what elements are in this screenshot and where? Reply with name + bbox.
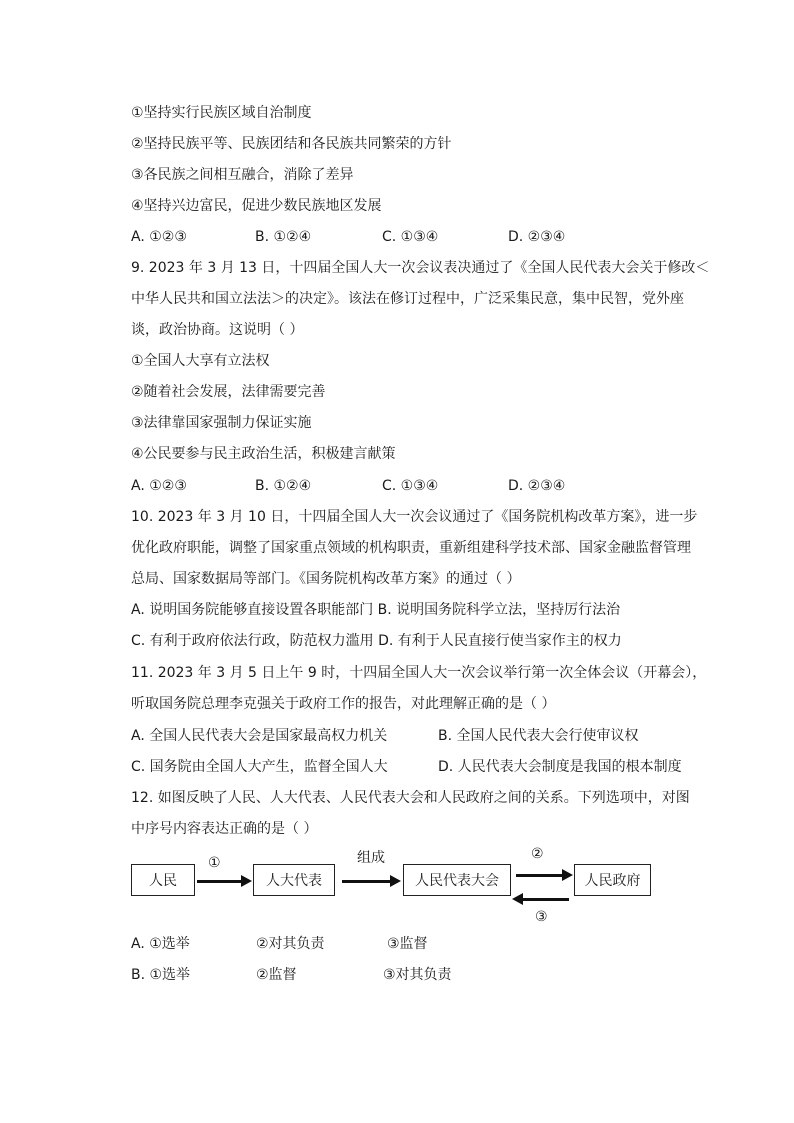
q8-option-a[interactable]: A. ①②③ — [131, 229, 187, 245]
q12-option-a-2: ②对其负责 — [256, 936, 325, 952]
q12-option-b-3: ③对其负责 — [383, 967, 452, 983]
q12-option-b-1[interactable]: B. ①选举 — [131, 967, 191, 983]
q11-option-a[interactable]: A. 全国人民代表大会是国家最高权力机关 — [131, 728, 388, 744]
q9-statement-2: ②随着社会发展，法律需要完善 — [131, 384, 326, 400]
q11-option-b[interactable]: B. 全国人民代表大会行使审议权 — [438, 728, 639, 744]
q12-option-a-3: ③监督 — [387, 936, 428, 952]
q9-option-c[interactable]: C. ①③④ — [382, 478, 439, 494]
q9-stem-line-1: 9. 2023 年 3 月 13 日，十四届全国人大一次会议表决通过了《全国人民代表大会关于修改＜ — [131, 260, 710, 276]
arrow-people-to-deputies — [197, 880, 242, 883]
q11-stem-line-2: 听取国务院总理李克强关于政府工作的报告，对此理解正确的是（ ） — [131, 696, 556, 712]
q12-stem-line-1: 12. 如图反映了人民、人大代表、人民代表大会和人民政府之间的关系。下列选项中，对图 — [131, 790, 690, 806]
arrow-deputies-to-congress — [342, 880, 391, 883]
q9-stem-line-3: 谈，政治协商。这说明（ ） — [131, 322, 304, 338]
q10-option-line-ab[interactable]: A. 说明国务院能够直接设置各职能部门 B. 说明国务院科学立法，坚持厉行法治 — [131, 602, 621, 618]
q9-option-a[interactable]: A. ①②③ — [131, 478, 187, 494]
arrow-head-icon — [562, 869, 573, 881]
q9-statement-3: ③法律靠国家强制力保证实施 — [131, 415, 312, 431]
diagram-box-deputies: 人大代表 — [253, 864, 335, 896]
q10-stem-line-3: 总局、国家数据局等部门。《国务院机构改革方案》的通过（ ） — [131, 571, 521, 587]
q8-option-b[interactable]: B. ①②④ — [255, 229, 312, 245]
q11-option-d[interactable]: D. 人民代表大会制度是我国的根本制度 — [438, 759, 682, 775]
arrow-head-icon — [390, 875, 401, 887]
q9-statement-1: ①全国人大享有立法权 — [131, 353, 270, 369]
q8-statement-4: ④坚持兴边富民，促进少数民族地区发展 — [131, 198, 382, 214]
diagram-label-1: ① — [208, 855, 221, 871]
q10-option-line-cd[interactable]: C. 有利于政府依法行政，防范权力滥用 D. 有利于人民直接行使当家作主的权力 — [131, 633, 622, 649]
q9-stem-line-2: 中华人民共和国立法法＞的决定》。该法在修订过程中，广泛采集民意，集中民智，党外座 — [131, 291, 684, 307]
q9-statement-4: ④公民要参与民主政治生活，积极建言献策 — [131, 446, 396, 462]
diagram-box-people: 人民 — [131, 864, 195, 896]
arrow-government-to-congress — [522, 898, 569, 901]
diagram-label-2: ② — [531, 846, 544, 862]
arrow-congress-to-government — [516, 874, 563, 877]
q11-option-c[interactable]: C. 国务院由全国人大产生，监督全国人大 — [131, 759, 388, 775]
q8-option-c[interactable]: C. ①③④ — [382, 229, 439, 245]
q9-option-d[interactable]: D. ②③④ — [508, 478, 566, 494]
q12-option-b-2: ②监督 — [256, 967, 297, 983]
diagram-box-congress: 人民代表大会 — [403, 864, 511, 896]
arrow-head-icon — [241, 875, 252, 887]
q9-option-b[interactable]: B. ①②④ — [255, 478, 312, 494]
diagram-box-government: 人民政府 — [574, 864, 651, 896]
q8-statement-2: ②坚持民族平等、民族团结和各民族共同繁荣的方针 — [131, 136, 452, 152]
q8-statement-1: ①坚持实行民族区域自治制度 — [131, 105, 312, 121]
q12-stem-line-2: 中序号内容表达正确的是（ ） — [131, 821, 318, 837]
diagram-label-compose: 组成 — [357, 850, 385, 866]
diagram-label-3: ③ — [535, 909, 548, 925]
q10-stem-line-2: 优化政府职能，调整了国家重点领域的机构职责，重新组建科学技术部、国家金融监督管理 — [131, 540, 691, 556]
q10-stem-line-1: 10. 2023 年 3 月 10 日，十四届全国人大一次会议通过了《国务院机构改革方案》，进一步 — [131, 509, 698, 525]
q11-stem-line-1: 11. 2023 年 3 月 5 日上午 9 时，十四届全国人大一次会议举行第一次全体会议（开幕会）， — [131, 665, 707, 681]
q8-option-d[interactable]: D. ②③④ — [508, 229, 566, 245]
q12-option-a-1[interactable]: A. ①选举 — [131, 936, 190, 952]
q8-statement-3: ③各民族之间相互融合，消除了差异 — [131, 167, 354, 183]
